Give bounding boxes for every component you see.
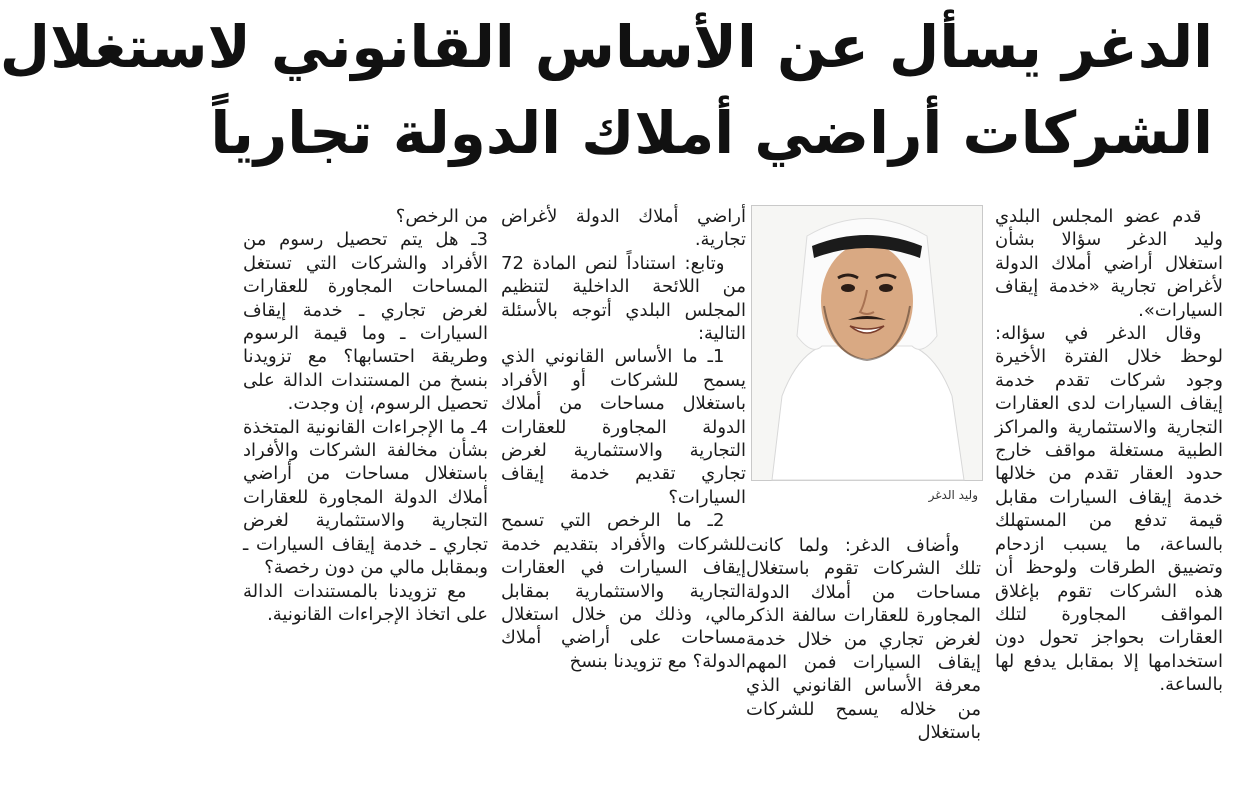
paragraph: 3ـ هل يتم تحصيل رسوم من الأفراد والشركات التي تستغل المساحات المجاورة للعقارات لغرض تجاري ـ خدمة إيقاف السيارات ـ وما قيمة الرسوم وطريقة احتسابها؟ مع تزويدنا بنسخ من المستندات الدالة على تحصيل الرسوم، إن وجدت. (243, 229, 488, 415)
headline-line-1: الدغر يسأل عن الأساس القانوني لاستغلال (0, 13, 1213, 81)
paragraph: من الرخص؟ (395, 206, 488, 227)
article-column-2 (746, 534, 981, 796)
photo-caption: وليد الدغر (928, 488, 978, 502)
paragraph: أراضي أملاك الدولة لأغراض تجارية. (501, 206, 746, 251)
author-photo (751, 205, 983, 481)
paragraph: وتابع: استناداً لنص المادة 72 من اللائحة الداخلية لتنظيم المجلس البلدي أتوجه بالأسئلة التالية: (501, 252, 746, 345)
article-column-3 (501, 205, 746, 795)
paragraph: قدم عضو المجلس البلدي وليد الدغر سؤالا بشأن استغلال أراضي أملاك الدولة لأغراض تجارية «خدمة إيقاف السيارات». (995, 206, 1223, 321)
article-column-4 (243, 205, 488, 795)
paragraph: 2ـ ما الرخص التي تسمح للشركات والأفراد بتقديم خدمة إيقاف السيارات في العقارات التجارية والاستثمارية بمقابل مالي، وذلك من خلال استغلال مساحات على أراضي أملاك الدولة؟ مع تزويدنا بنسخ (501, 510, 746, 672)
headline-line-2: الشركات أراضي أملاك الدولة تجارياً (210, 99, 1213, 167)
paragraph: وقال الدغر في سؤاله: لوحظ خلال الفترة الأخيرة وجود شركات تقدم خدمة إيقاف السيارات لدى العقارات التجارية والاستثمارية والمراكز الطبية مستغلة مواقف خارج حدود العقار تقدم من خلالها خدمة إيقاف السيارات مقابل قيمة تدفع من المستهلك بالساعة، ما يسبب ازدحام وتضييق الطرقات ولوحظ أن هذه الشركات تقوم بإغلاق المواقف المجاورة لتلك العقارات بحواجز تحول دون استخدامها إلا بمقابل يدفع لها بالساعة. (995, 323, 1223, 696)
portrait-illustration (752, 206, 982, 480)
paragraph: وأضاف الدغر: ولما كانت تلك الشركات تقوم باستغلال مساحات من أملاك الدولة المجاورة للعقارات سالفة الذكر لغرض تجاري من خلال خدمة إيقاف السيارات فمن المهم معرفة الأساس القانوني الذي من خلاله يسمح للشركات باستغلال (746, 535, 981, 744)
paragraph: 1ـ ما الأساس القانوني الذي يسمح للشركات أو الأفراد باستغلال مساحات من أملاك الدولة المجاورة للعقارات التجارية والاستثمارية لغرض تجاري تقديم خدمة إيقاف السيارات؟ (501, 346, 746, 508)
article-column-1 (995, 205, 1223, 795)
paragraph: 4ـ ما الإجراءات القانونية المتخذة بشأن مخالفة الشركات والأفراد باستغلال مساحات من أراضي أملاك الدولة المجاورة للعقارات التجارية والاستثمارية لغرض تجاري ـ خدمة إيقاف السيارات ـ وبمقابل مالي من دون رخصة؟ (243, 416, 488, 579)
paragraph: مع تزويدنا بالمستندات الدالة على اتخاذ الإجراءات القانونية. (243, 580, 488, 625)
